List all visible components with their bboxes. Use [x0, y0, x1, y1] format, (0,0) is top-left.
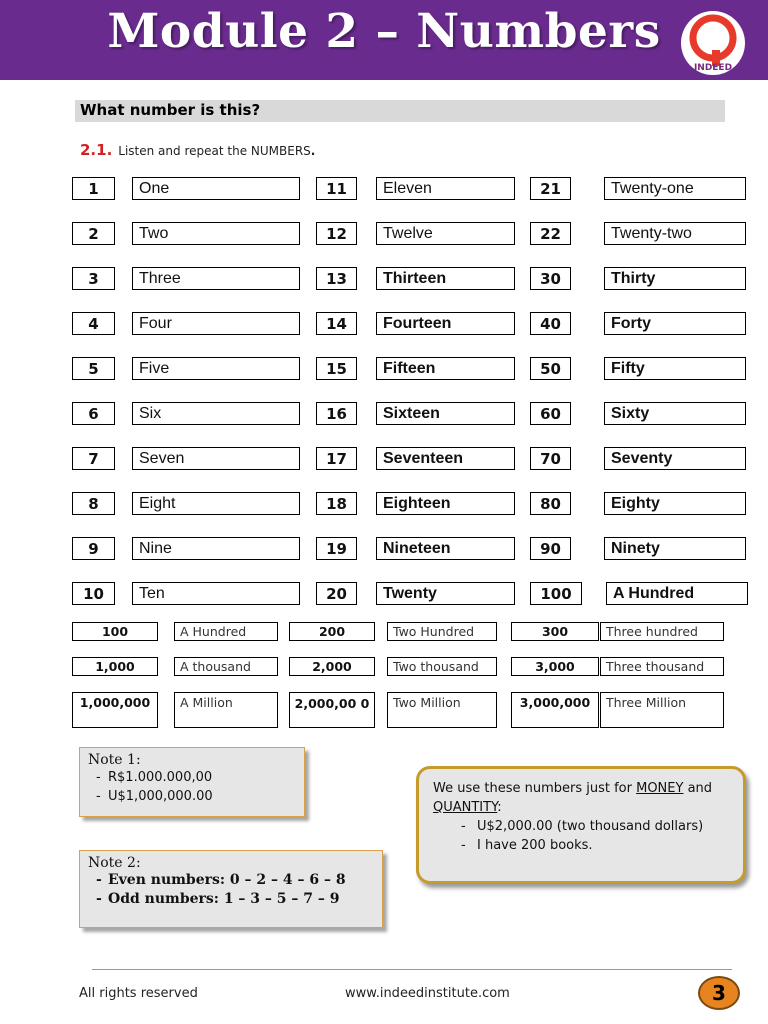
svg-text:INDEED: INDEED [693, 63, 733, 73]
number-digit-box: 21 [530, 177, 571, 200]
number-word-box: Sixty [604, 402, 746, 425]
large-number-word-box: Two Hundred [387, 622, 497, 641]
large-number-digit-box: 100 [72, 622, 158, 641]
number-word-box: Seventy [604, 447, 746, 470]
page-header [0, 0, 768, 80]
number-digit-box: 22 [530, 222, 571, 245]
number-word-box: Fifty [604, 357, 746, 380]
number-word-box: Ten [132, 582, 300, 605]
large-number-word-box: A thousand [174, 657, 278, 676]
number-word-box: Eight [132, 492, 300, 515]
number-word-box: Fifteen [376, 357, 515, 380]
number-digit-box: 60 [530, 402, 571, 425]
number-word-box: Twenty-one [604, 177, 746, 200]
large-number-word-box: Three thousand [600, 657, 724, 676]
number-word-box: Eighty [604, 492, 746, 515]
number-word-box: Forty [604, 312, 746, 335]
footer-website-link[interactable]: www.indeedinstitute.com [345, 986, 510, 1001]
number-digit-box: 4 [72, 312, 115, 335]
number-word-box: Three [132, 267, 300, 290]
note-2-title: Note 2: [88, 855, 141, 871]
number-word-box: Twenty [376, 582, 515, 605]
note-2-item: - Odd numbers: 1 – 3 – 5 – 7 – 9 [88, 890, 374, 909]
large-number-digit-box: 3,000,000 [511, 692, 599, 728]
number-digit-box: 50 [530, 357, 571, 380]
large-number-word-box: A Million [174, 692, 278, 728]
number-digit-box: 30 [530, 267, 571, 290]
note-1-title: Note 1: [88, 752, 141, 768]
large-number-digit-box: 200 [289, 622, 375, 641]
number-word-box: One [132, 177, 300, 200]
note-1-item: - R$1.000.000,00 [88, 768, 296, 787]
number-digit-box: 15 [316, 357, 357, 380]
large-number-word-box: Two Million [387, 692, 497, 728]
large-number-digit-box: 3,000 [511, 657, 599, 676]
large-number-word-box: Two thousand [387, 657, 497, 676]
number-word-box: Eighteen [376, 492, 515, 515]
large-number-digit-box: 1,000 [72, 657, 158, 676]
section-heading [75, 100, 725, 122]
page-number-badge: 3 [698, 976, 740, 1010]
number-digit-box: 18 [316, 492, 357, 515]
number-word-box: Seventeen [376, 447, 515, 470]
number-digit-box: 80 [530, 492, 571, 515]
large-number-digit-box: 1,000,000 [72, 692, 158, 728]
number-digit-box: 11 [316, 177, 357, 200]
number-digit-box: 8 [72, 492, 115, 515]
large-number-digit-box: 300 [511, 622, 599, 641]
number-digit-box: 9 [72, 537, 115, 560]
number-digit-box: 2 [72, 222, 115, 245]
number-digit-box: 13 [316, 267, 357, 290]
usage-callout [416, 766, 746, 884]
section-title: What number is this? [80, 101, 261, 119]
number-digit-box: 70 [530, 447, 571, 470]
number-digit-box: 7 [72, 447, 115, 470]
large-number-digit-box: 2,000,00 0 [289, 692, 375, 728]
exercise-instruction: 2.1. Listen and repeat the NUMBERS. [80, 141, 316, 159]
number-digit-box: 6 [72, 402, 115, 425]
exercise-text: Listen and repeat the NUMBERS [118, 144, 311, 158]
number-digit-box: 12 [316, 222, 357, 245]
number-word-box: Nineteen [376, 537, 515, 560]
page-title: Module 2 – Numbers [107, 4, 661, 59]
number-digit-box: 19 [316, 537, 357, 560]
large-number-word-box: Three Million [600, 692, 724, 728]
number-word-box: Two [132, 222, 300, 245]
large-number-word-box: A Hundred [174, 622, 278, 641]
note-1 [79, 747, 305, 817]
number-word-box: Ninety [604, 537, 746, 560]
number-word-box: Sixteen [376, 402, 515, 425]
indeed-logo-icon [677, 10, 749, 76]
number-digit-box: 5 [72, 357, 115, 380]
number-word-box: A Hundred [606, 582, 748, 605]
callout-item: - U$2,000.00 (two thousand dollars) [459, 817, 729, 836]
number-digit-box: 20 [316, 582, 357, 605]
note-2 [79, 850, 383, 928]
number-word-box: Twenty-two [604, 222, 746, 245]
number-digit-box: 14 [316, 312, 357, 335]
number-digit-box: 40 [530, 312, 571, 335]
number-word-box: Seven [132, 447, 300, 470]
note-2-item: - Even numbers: 0 – 2 – 4 – 6 – 8 [88, 871, 374, 890]
footer-divider [92, 969, 732, 970]
number-word-box: Thirty [604, 267, 746, 290]
number-word-box: Five [132, 357, 300, 380]
number-digit-box: 16 [316, 402, 357, 425]
number-word-box: Eleven [376, 177, 515, 200]
number-digit-box: 1 [72, 177, 115, 200]
large-number-word-box: Three hundred [600, 622, 724, 641]
number-digit-box: 10 [72, 582, 115, 605]
number-word-box: Six [132, 402, 300, 425]
number-digit-box: 3 [72, 267, 115, 290]
number-word-box: Nine [132, 537, 300, 560]
callout-text: We use these numbers just for MONEY and QUANTITY: [433, 781, 713, 815]
footer-copyright: All rights reserved [79, 986, 198, 1001]
number-digit-box: 90 [530, 537, 571, 560]
large-number-digit-box: 2,000 [289, 657, 375, 676]
number-word-box: Four [132, 312, 300, 335]
number-word-box: Fourteen [376, 312, 515, 335]
callout-item: - I have 200 books. [459, 836, 729, 855]
note-1-item: - U$1,000,000.00 [88, 787, 296, 806]
number-digit-box: 17 [316, 447, 357, 470]
number-digit-box: 100 [530, 582, 582, 605]
number-word-box: Twelve [376, 222, 515, 245]
number-word-box: Thirteen [376, 267, 515, 290]
exercise-number: 2.1. [80, 141, 113, 159]
